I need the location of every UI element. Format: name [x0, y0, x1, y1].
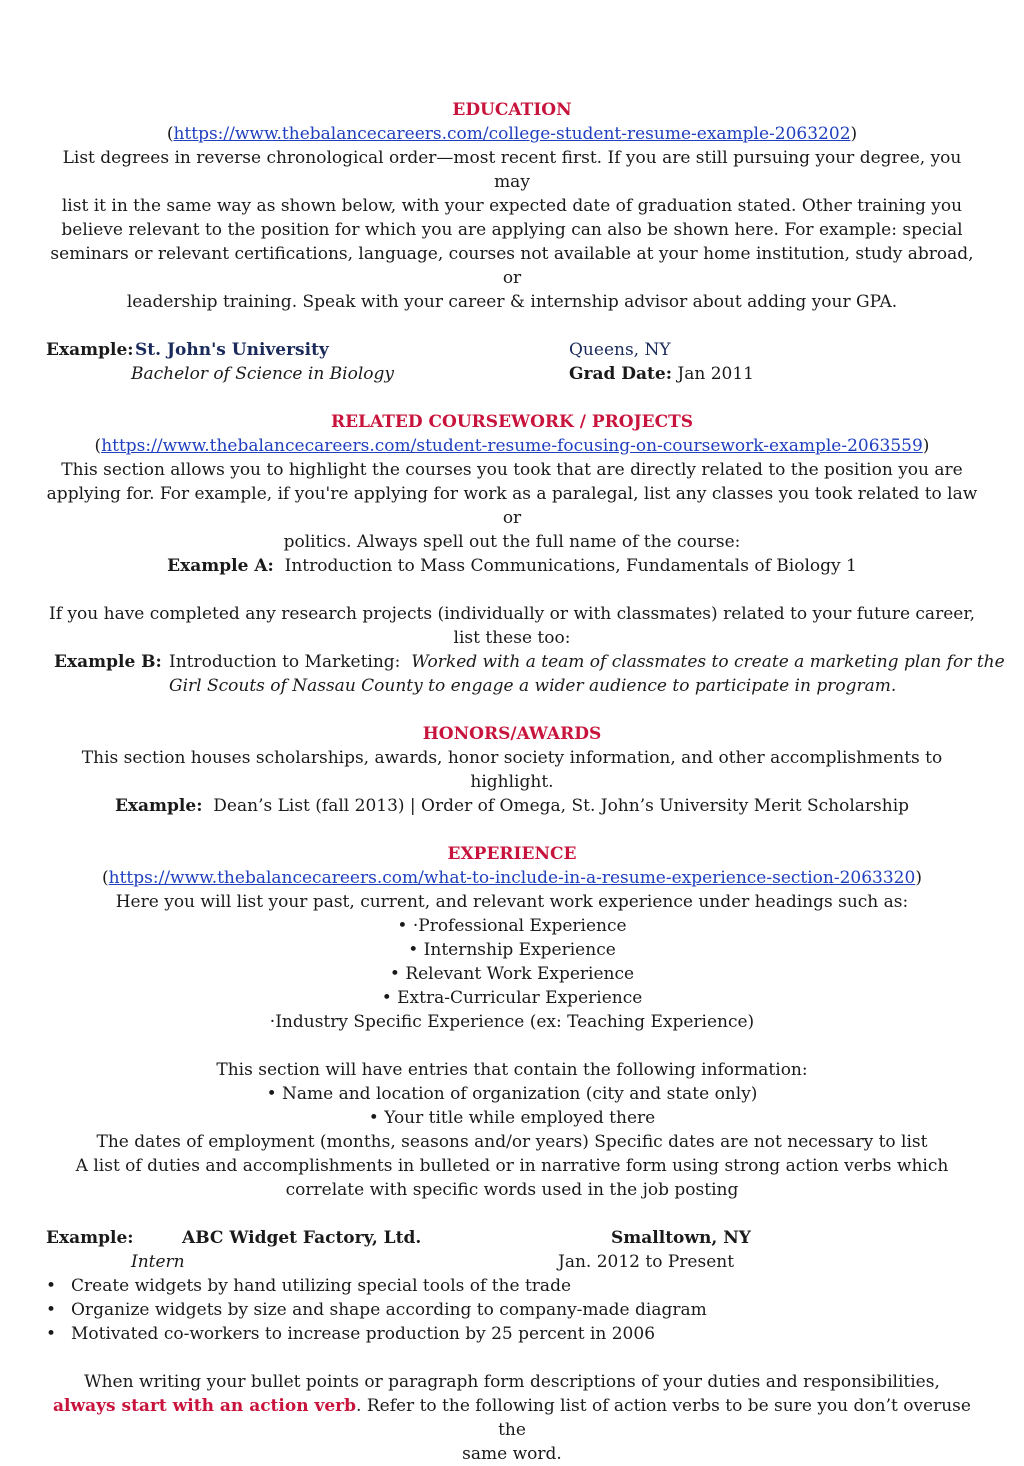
- education-line: list it in the same way as shown below, with your expected date of graduation stated. Other training you: [61, 196, 963, 216]
- example-a-label: Example A:: [167, 556, 274, 576]
- entries-intro: This section will have entries that contain the following information:: [216, 1060, 808, 1080]
- experience-link[interactable]: https://www.thebalancecareers.com/what-to-include-in-a-resume-experience-section-2063320: [108, 868, 916, 888]
- education-line: seminars or relevant certifications, language, courses not available at your home institution, study abroad, or: [50, 244, 974, 288]
- experience-intro: Here you will list your past, current, and relevant work experience under headings such as:: [115, 892, 909, 912]
- entry-item: • Your title while employed there: [368, 1108, 656, 1128]
- coursework-line: politics. Always spell out the full name of the course:: [283, 532, 741, 552]
- experience-heading: EXPERIENCE: [447, 844, 577, 864]
- closing-line-3: same word.: [462, 1444, 562, 1464]
- education-heading: EDUCATION: [452, 100, 572, 120]
- education-example-row-2: [46, 362, 978, 386]
- coursework-link-line: (https://www.thebalancecareers.com/student-resume-focusing-on-coursework-example-2063559): [94, 436, 930, 456]
- entry-item: The dates of employment (months, seasons and/or years) Specific dates are not necessary to list: [96, 1132, 928, 1152]
- education-example-degree: Bachelor of Science in Biology: [131, 364, 395, 384]
- example-b-label: Example B:: [54, 652, 162, 672]
- education-line: believe relevant to the position for which you are applying can also be shown here. For example: special: [61, 220, 963, 240]
- coursework-line: applying for. For example, if you're applying for work as a paralegal, list any classes you took related to law or: [46, 484, 978, 528]
- experience-heading-item: • Internship Experience: [408, 940, 616, 960]
- experience-example-location: Smalltown, NY: [611, 1228, 751, 1248]
- closing-line-2: always start with an action verb. Refer to the following list of action verbs to be sure you don’t overuse the: [53, 1396, 971, 1440]
- experience-bullet: • Motivated co-workers to increase production by 25 percent in 2006: [46, 1324, 656, 1344]
- experience-example-row-2: [46, 1250, 978, 1274]
- example-b-desc-continued: Girl Scouts of Nassau County to engage a wider audience to participate in program.: [169, 676, 897, 696]
- honors-example: [46, 794, 978, 818]
- education-link-line: (https://www.thebalancecareers.com/college-student-resume-example-2063202): [166, 124, 858, 144]
- experience-heading-item: • ·Professional Experience: [397, 916, 627, 936]
- entry-item: A list of duties and accomplishments in bulleted or in narrative form using strong action verbs which: [75, 1156, 949, 1176]
- experience-bullet: • Organize widgets by size and shape according to company-made diagram: [46, 1300, 707, 1320]
- honors-line: This section houses scholarships, awards, honor society information, and other accomplishments to highlight.: [81, 748, 943, 792]
- example-a-text: Introduction to Mass Communications, Fundamentals of Biology 1: [284, 556, 857, 576]
- education-example-grad: [569, 362, 754, 386]
- closing-line: When writing your bullet points or paragraph form descriptions of your duties and responsibilities,: [84, 1372, 940, 1392]
- experience-heading-item: • Relevant Work Experience: [389, 964, 635, 984]
- coursework-link[interactable]: https://www.thebalancecareers.com/student-resume-focusing-on-coursework-example-2063559: [101, 436, 923, 456]
- projects-line: If you have completed any research projects (individually or with classmates) related to your future career,: [49, 604, 975, 624]
- entry-item: correlate with specific words used in the job posting: [285, 1180, 739, 1200]
- example-b-desc: Worked with a team of classmates to create a marketing plan for the: [411, 652, 1005, 672]
- coursework-line: This section allows you to highlight the courses you took that are directly related to the position you are: [61, 460, 963, 480]
- education-line: List degrees in reverse chronological order—most recent first. If you are still pursuing your degree, you may: [62, 148, 962, 192]
- coursework-heading: RELATED COURSEWORK / PROJECTS: [330, 412, 694, 432]
- entry-item: • Name and location of organization (city and state only): [266, 1084, 758, 1104]
- example-b-course: Introduction to Marketing: Worked with a team of classmates to create a marketing plan for the: [169, 652, 1005, 672]
- education-example-school: St. John's University: [135, 340, 329, 360]
- experience-example-company: ABC Widget Factory, Ltd.: [182, 1228, 422, 1248]
- action-verb-emphasis: always start with an action verb: [53, 1396, 357, 1416]
- experience-link-line: (https://www.thebalancecareers.com/what-to-include-in-a-resume-experience-section-2063320): [102, 868, 922, 888]
- education-link[interactable]: https://www.thebalancecareers.com/college-student-resume-example-2063202: [173, 124, 851, 144]
- example-b-row-1: [46, 650, 1005, 674]
- experience-bullet: • Create widgets by hand utilizing special tools of the trade: [46, 1276, 572, 1296]
- experience-example-label: Example:: [46, 1228, 134, 1248]
- education-line: leadership training. Speak with your career & internship advisor about adding your GPA.: [126, 292, 898, 312]
- education-example-location: Queens, NY: [569, 340, 671, 360]
- grad-date-value: Jan 2011: [677, 364, 754, 384]
- education-example-row-1: [46, 338, 978, 362]
- projects-line: list these too:: [453, 628, 571, 648]
- experience-example-row-1: [46, 1226, 978, 1250]
- grad-date-label: Grad Date:: [569, 364, 672, 384]
- honors-example-label: Example:: [114, 796, 203, 816]
- honors-heading: HONORS/AWARDS: [422, 724, 602, 744]
- resume-guide-page: [46, 98, 1005, 1466]
- honors-example-text: Dean’s List (fall 2013) | Order of Omega, St. John’s University Merit Scholarship: [213, 796, 910, 816]
- experience-example-dates: Jan. 2012 to Present: [558, 1252, 735, 1272]
- experience-heading-item: ·Industry Specific Experience (ex: Teaching Experience): [269, 1012, 755, 1032]
- example-b-row-2: [46, 674, 978, 698]
- experience-example-title: Intern: [131, 1252, 185, 1272]
- coursework-example-a: [46, 554, 978, 578]
- experience-heading-item: • Extra-Curricular Experience: [381, 988, 643, 1008]
- education-example-label: Example:: [46, 340, 134, 360]
